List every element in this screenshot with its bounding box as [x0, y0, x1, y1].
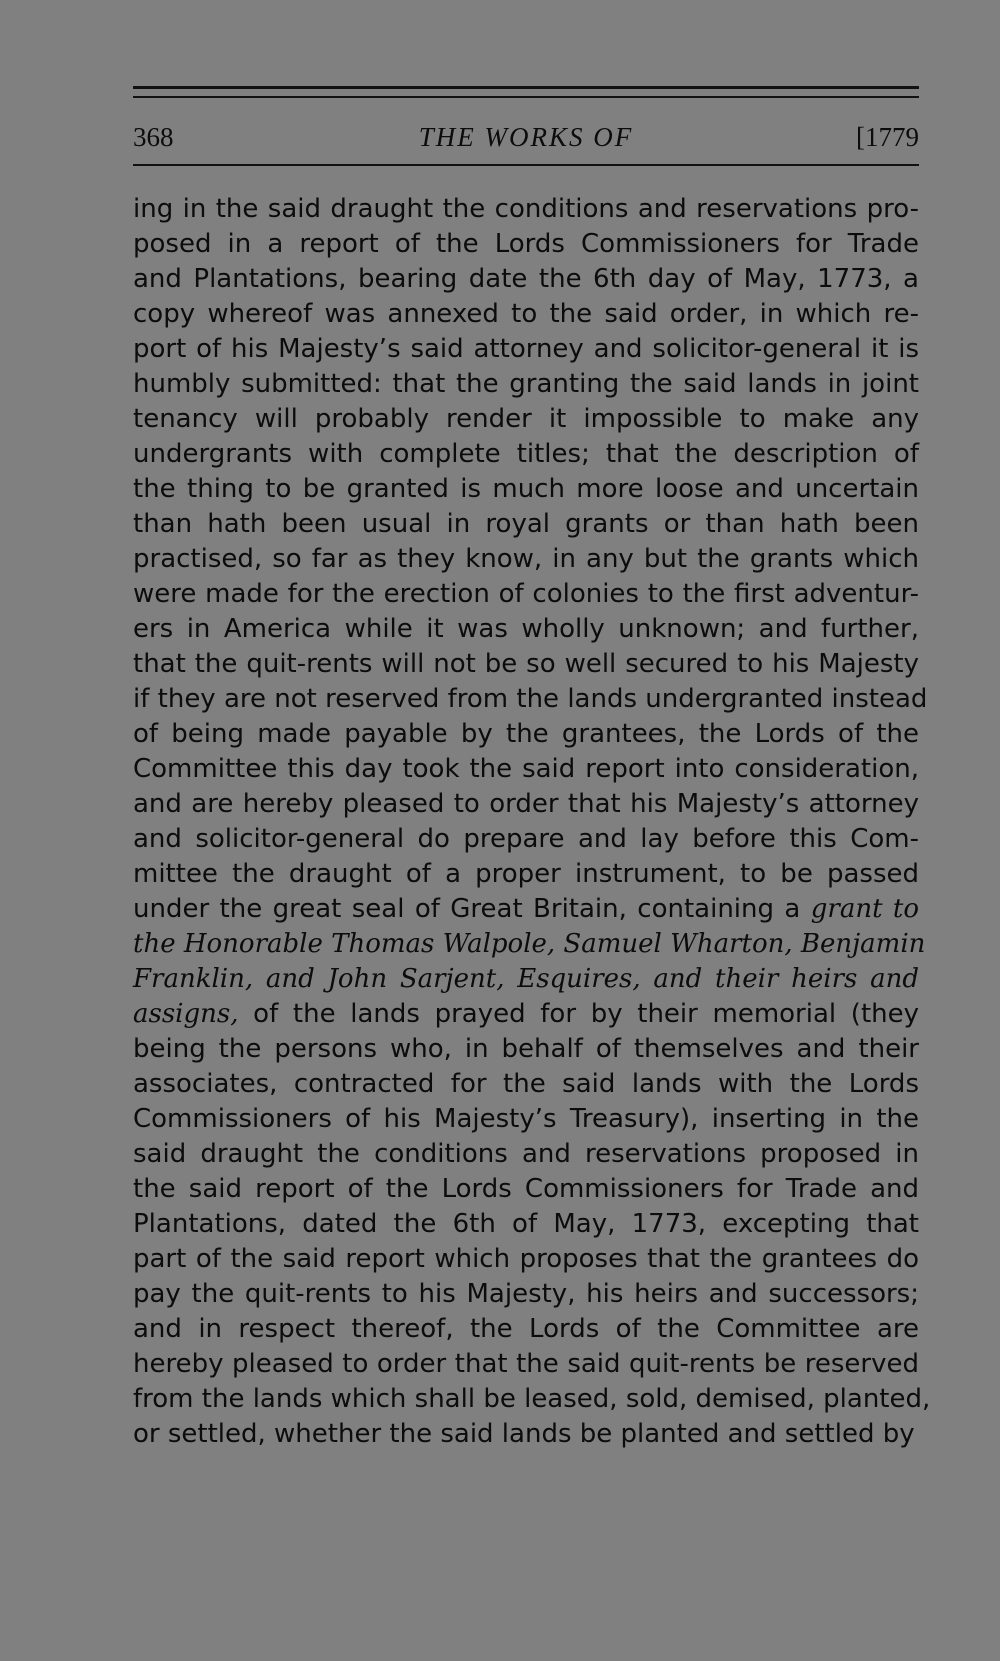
- roman-text: undergrants with complete titles; that the description of: [133, 439, 919, 469]
- text-line: [133, 437, 919, 472]
- text-line: [133, 367, 919, 402]
- text-line: [133, 1277, 919, 1312]
- header-rule: [133, 164, 919, 166]
- roman-text: the thing to be granted is much more loose and uncertain: [133, 474, 919, 504]
- text-line: [133, 822, 919, 857]
- text-line: [133, 1137, 919, 1172]
- roman-text: and in respect thereof, the Lords of the Committee are: [133, 1314, 919, 1344]
- roman-text: from the lands which shall be leased, sold, demised, planted,: [133, 1384, 931, 1414]
- text-line: [133, 1347, 919, 1382]
- text-line: [133, 262, 919, 297]
- text-line: [133, 1032, 919, 1067]
- roman-text: Plantations, dated the 6th of May, 1773, excepting that: [133, 1209, 919, 1239]
- text-line: [133, 1207, 919, 1242]
- page-number: 368: [133, 122, 174, 152]
- text-line: [133, 752, 919, 787]
- roman-text: posed in a report of the Lords Commissioners for Trade: [133, 229, 919, 259]
- roman-text: mittee the draught of a proper instrument, to be passed: [133, 859, 919, 889]
- text-line: [133, 647, 919, 682]
- roman-text: of the lands prayed for by their memorial (they: [238, 999, 919, 1029]
- top-rule-thick: [133, 86, 919, 89]
- roman-text: said draught the conditions and reservations proposed in: [133, 1139, 919, 1169]
- running-year: [1779: [856, 122, 919, 152]
- roman-text: ers in America while it was wholly unknown; and further,: [133, 614, 919, 644]
- text-line: [133, 1067, 919, 1102]
- roman-text: associates, contracted for the said lands with the Lords: [133, 1069, 919, 1099]
- text-line: [133, 507, 919, 542]
- roman-text: part of the said report which proposes that the grantees do: [133, 1244, 919, 1274]
- text-line: [133, 542, 919, 577]
- roman-text: copy whereof was annexed to the said order, in which re-: [133, 299, 919, 329]
- text-line: [133, 612, 919, 647]
- italic-text: assigns,: [133, 999, 239, 1029]
- text-line: [133, 1242, 919, 1277]
- roman-text: Committee this day took the said report into consideration,: [133, 754, 919, 784]
- text-line: [133, 332, 919, 367]
- text-line: [133, 402, 919, 437]
- text-line: [133, 857, 919, 892]
- text-line: [133, 227, 919, 262]
- roman-text: pay the quit-rents to his Majesty, his heirs and successors;: [133, 1279, 919, 1309]
- text-line: [133, 1312, 919, 1347]
- text-line: [133, 892, 919, 927]
- roman-text: if they are not reserved from the lands undergranted instead: [133, 684, 928, 714]
- italic-text: grant to: [810, 894, 920, 924]
- text-line: [133, 927, 926, 962]
- roman-text: or settled, whether the said lands be planted and settled by: [133, 1419, 915, 1449]
- running-head: [133, 98, 919, 158]
- book-page: [133, 86, 931, 1452]
- roman-text: port of his Majesty’s said attorney and solicitor-general it is: [133, 334, 919, 364]
- text-line: [133, 297, 919, 332]
- roman-text: the said report of the Lords Commissioners for Trade and: [133, 1174, 919, 1204]
- roman-text: Commissioners of his Majesty’s Treasury), inserting in the: [133, 1104, 919, 1134]
- text-line: [133, 472, 919, 507]
- running-title: THE WORKS OF: [418, 122, 634, 152]
- roman-text: hereby pleased to order that the said quit-rents be reserved: [133, 1349, 919, 1379]
- roman-text: being the persons who, in behalf of themselves and their: [133, 1034, 919, 1064]
- roman-text: ing in the said draught the conditions and reservations pro-: [133, 194, 919, 224]
- roman-text: tenancy will probably render it impossible to make any: [133, 404, 919, 434]
- text-line: [133, 1417, 919, 1452]
- roman-text: humbly submitted: that the granting the said lands in joint: [133, 369, 919, 399]
- roman-text: and are hereby pleased to order that his Majesty’s attorney: [133, 789, 919, 819]
- body-text: [133, 192, 931, 1452]
- italic-text: the Honorable Thomas Walpole, Samuel Wharton, Benjamin: [133, 929, 926, 959]
- italic-text: Franklin, and John Sarjent, Esquires, and their heirs and: [133, 964, 919, 994]
- text-line: [133, 682, 928, 717]
- roman-text: practised, so far as they know, in any but the grants which: [133, 544, 919, 574]
- roman-text: and solicitor-general do prepare and lay before this Com-: [133, 824, 919, 854]
- roman-text: than hath been usual in royal grants or than hath been: [133, 509, 919, 539]
- roman-text: of being made payable by the grantees, the Lords of the: [133, 719, 919, 749]
- text-line: [133, 787, 919, 822]
- roman-text: were made for the erection of colonies to the first adventur-: [133, 579, 919, 609]
- text-line: [133, 962, 919, 997]
- roman-text: that the quit-rents will not be so well secured to his Majesty: [133, 649, 919, 679]
- text-line: [133, 997, 919, 1032]
- text-line: [133, 717, 919, 752]
- text-line: [133, 577, 919, 612]
- roman-text: and Plantations, bearing date the 6th day of May, 1773, a: [133, 264, 919, 294]
- text-line: [133, 1102, 919, 1137]
- roman-text: under the great seal of Great Britain, containing a: [133, 894, 801, 924]
- text-line: [133, 1172, 919, 1207]
- text-line: [133, 1382, 931, 1417]
- text-line: [133, 192, 919, 227]
